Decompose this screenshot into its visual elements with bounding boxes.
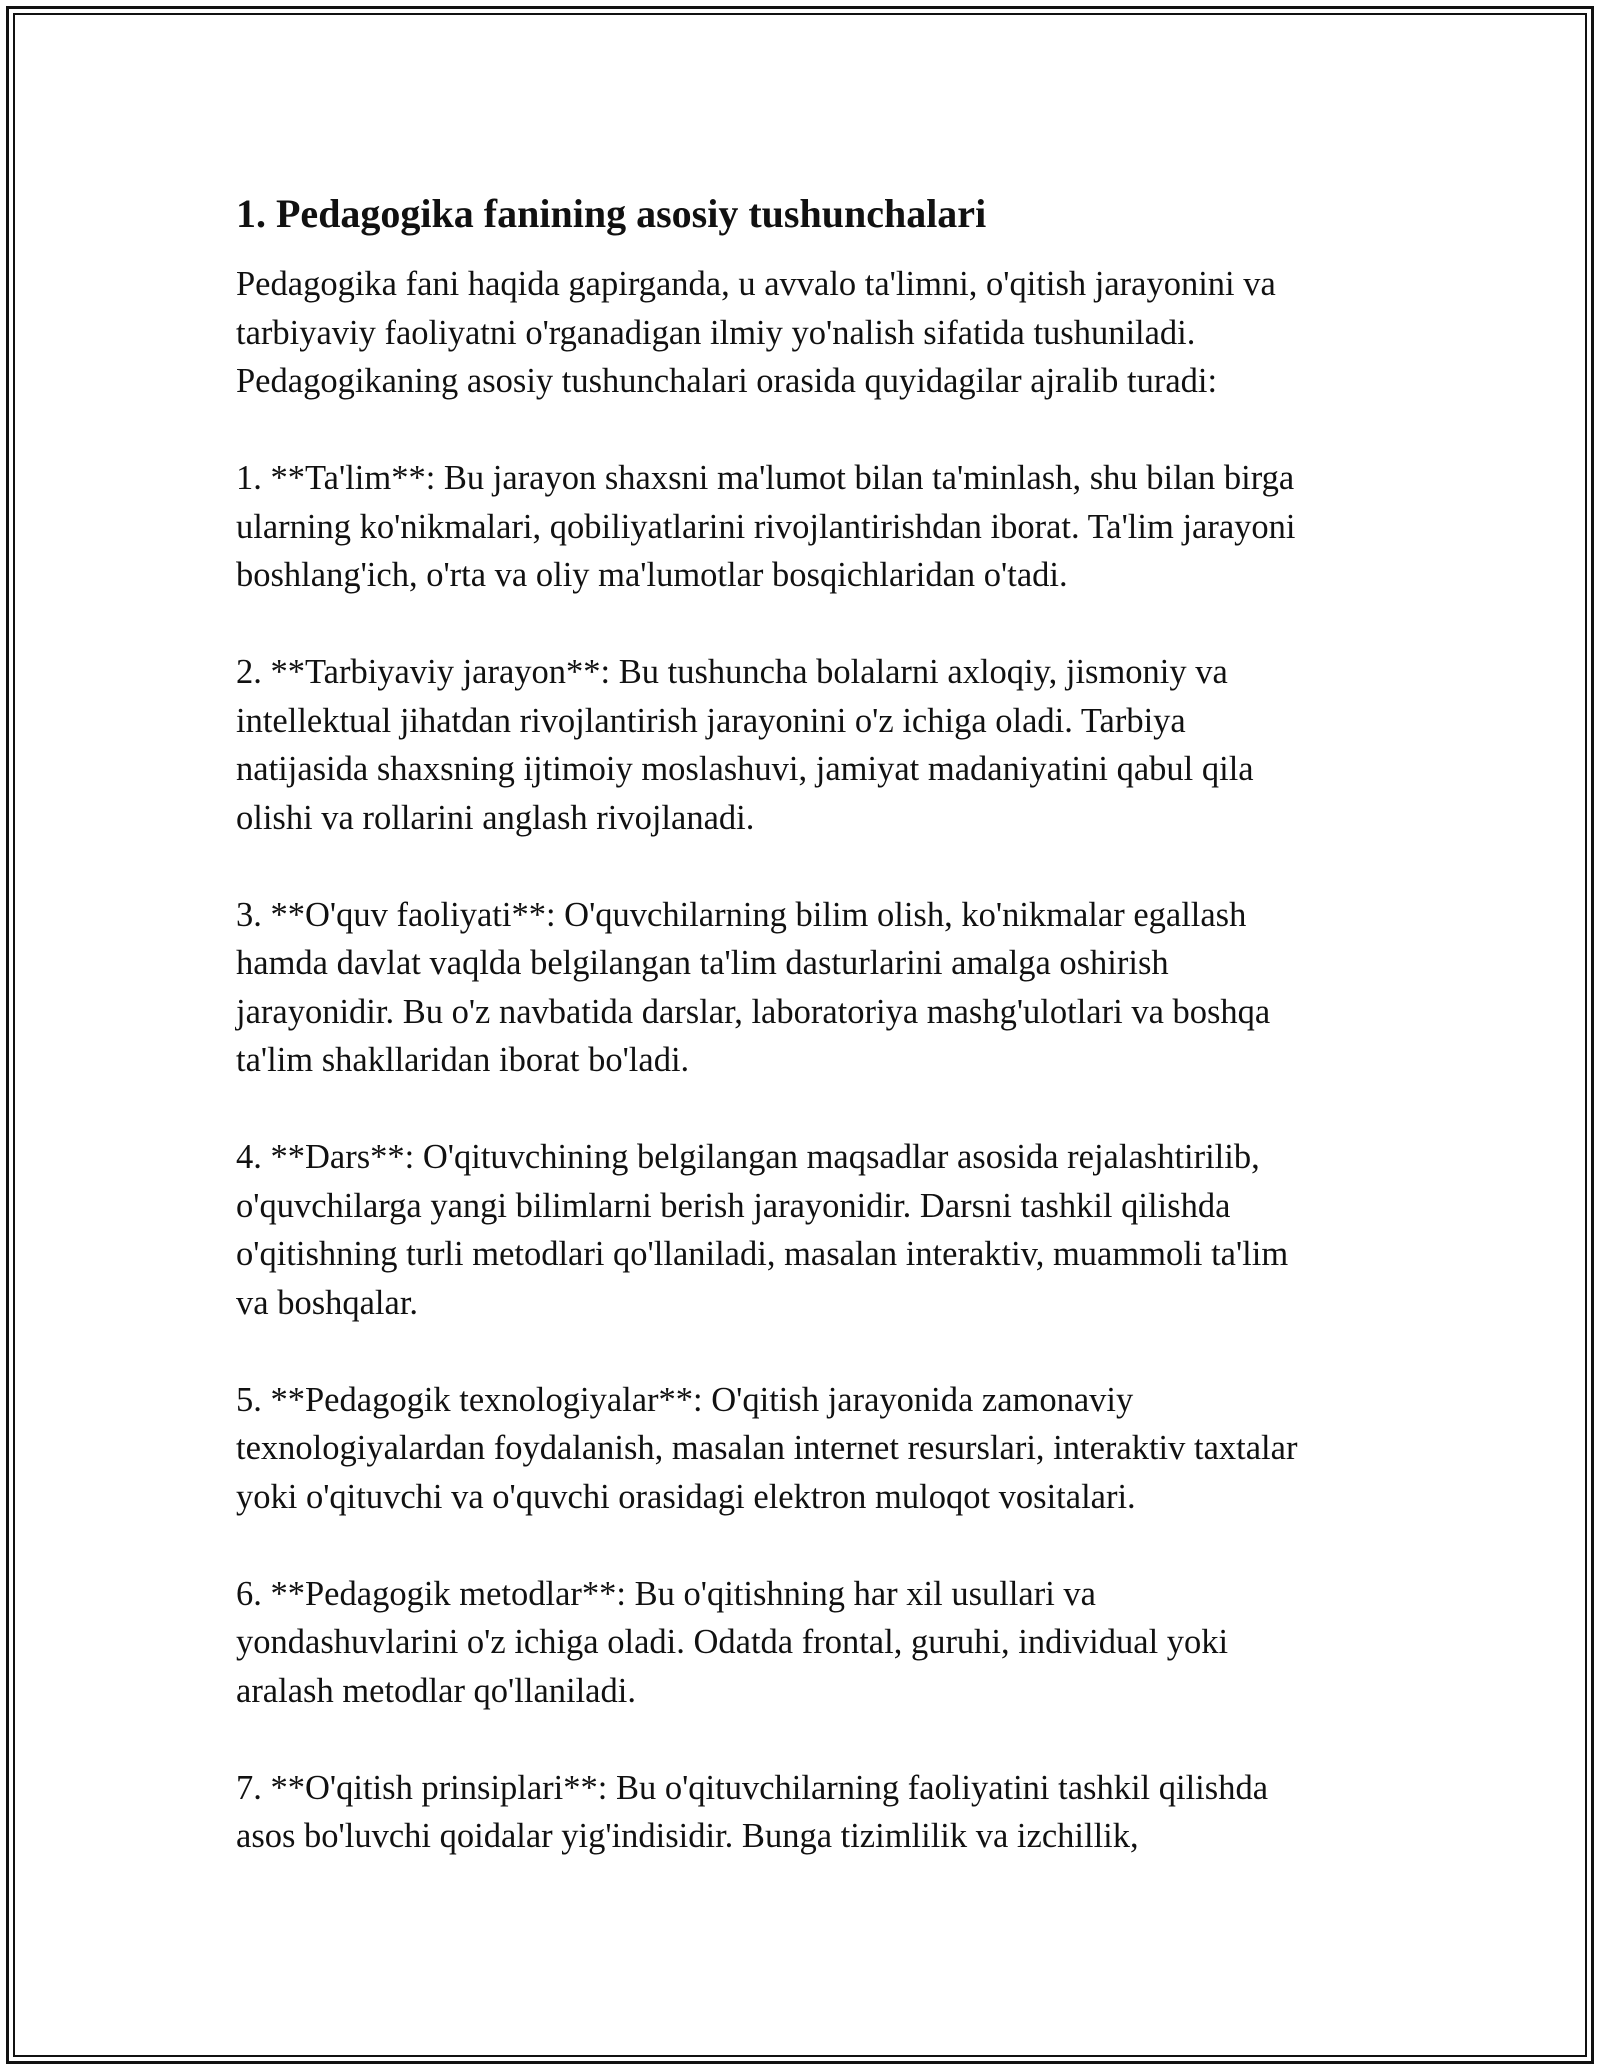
list-item-tarbiyaviy-jarayon: 2. **Tarbiyaviy jarayon**: Bu tushuncha bolalarni axloqiy, jismoniy va intellektual jihatdan rivojlantirish jarayonini o'z ichiga oladi. Tarbiya natijasida shaxsning ijtimoiy moslashuvi, jamiyat madaniyatini qabul qila olishi va rollarini anglash rivojlanadi. [236,653,1254,837]
list-item-talim: 1. **Ta'lim**: Bu jarayon shaxsni ma'lumot bilan ta'minlash, shu bilan birga ularning ko'nikmalari, qobiliyatlarini rivojlantirishdan iborat. Ta'lim jarayoni boshlang'ich, o'rta va oliy ma'lumotlar bosqichlaridan o'tadi. [236,459,1296,594]
document-body [236,186,1371,1909]
list-item-oqitish-prinsiplari: 7. **O'qitish prinsiplari**: Bu o'qituvchilarning faoliyatini tashkil qilishda asos bo'luvchi qoidalar yig'indisidir. Bunga tizimlilik va izchillik, [236,1768,1269,1855]
document-title: 1. Pedagogika fanining asosiy tushunchalari [236,191,987,236]
list-item-oquv-faoliyati: 3. **O'quv faoliyati**: O'quvchilarning bilim olish, ko'nikmalar egallash hamda davlat vaqlda belgilangan ta'lim dasturlarini amalga oshirish jarayonidir. Bu o'z navbatida darslar, laboratoriya mashg'ulotlari va boshqa ta'lim shakllaridan iborat bo'ladi. [236,895,1271,1079]
intro-paragraph: Pedagogika fani haqida gapirganda, u avvalo ta'limni, o'qitish jarayonini va tarbiyaviy faoliyatni o'rganadigan ilmiy yo'nalish sifatida tushuniladi. Pedagogikaning asosiy tushunchalari orasida quyidagilar ajralib turadi: [236,265,1276,400]
list-item-pedagogik-texnologiyalar: 5. **Pedagogik texnologiyalar**: O'qitish jarayonida zamonaviy texnologiyalardan foydalanish, masalan internet resurslari, interaktiv taxtalar yoki o'qituvchi va o'quvchi orasidagi elektron muloqot vositalari. [236,1380,1298,1516]
list-item-pedagogik-metodlar: 6. **Pedagogik metodlar**: Bu o'qitishning har xil usullari va yondashuvlarini o'z ichiga oladi. Odatda frontal, guruhi, individual yoki aralash metodlar qo'llaniladi. [236,1574,1229,1710]
list-item-dars: 4. **Dars**: O'qituvchining belgilangan maqsadlar asosida rejalashtirilib, o'quvchilarga yangi bilimlarni berish jarayonidir. Darsni tashkil qilishda o'qitishning turli metodlari qo'llaniladi, masalan interaktiv, muammoli ta'lim va boshqalar. [236,1138,1289,1322]
